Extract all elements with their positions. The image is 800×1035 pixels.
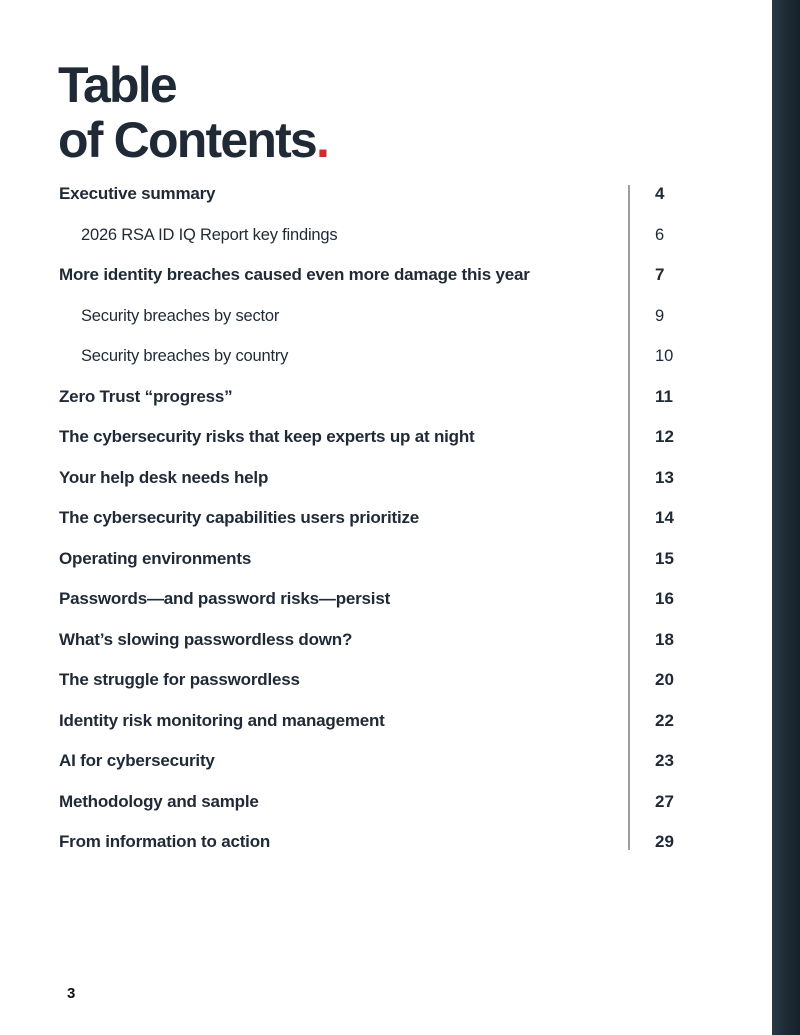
toc-entry-label: Security breaches by sector [81, 306, 280, 325]
toc-entry-label: More identity breaches caused even more damage this year [59, 265, 530, 284]
toc-entry-label: The cybersecurity capabilities users prioritize [59, 508, 420, 527]
toc-entry-label: Zero Trust “progress” [59, 386, 233, 406]
toc-entry-label: The cybersecurity risks that keep experts up at night [59, 427, 475, 446]
title-line-2: of Contents [58, 112, 316, 168]
toc-entry[interactable] [0, 659, 772, 700]
toc-list [0, 173, 772, 862]
page-title [58, 58, 328, 168]
toc-entry-page: 29 [655, 832, 674, 851]
toc-entry-page: 23 [655, 751, 674, 770]
title-accent-dot: . [315, 112, 329, 168]
toc-entry-page: 7 [655, 265, 665, 284]
toc-entry[interactable] [0, 173, 772, 214]
title-line-1: Table [58, 57, 176, 113]
toc-entry-page: 15 [655, 548, 674, 568]
toc-entry-page: 16 [655, 589, 674, 608]
footer-page-number: 3 [67, 985, 76, 1002]
toc-entry[interactable] [0, 254, 772, 295]
toc-entry-page: 12 [655, 427, 674, 446]
toc-entry-page: 13 [655, 467, 674, 487]
toc-entry-page: 18 [655, 629, 674, 649]
toc-entry-label: Passwords—and password risks—persist [59, 589, 391, 608]
toc-entry-label: Executive summary [59, 184, 216, 203]
toc-entry[interactable] [0, 740, 772, 781]
toc-entry-label: AI for cybersecurity [59, 751, 215, 770]
toc-entry-page: 10 [655, 347, 674, 365]
toc-entry-page: 6 [655, 225, 665, 244]
toc-entry[interactable] [0, 416, 772, 457]
toc-entry-page: 11 [655, 386, 673, 406]
toc-entry[interactable] [0, 700, 772, 741]
toc-entry-label: What’s slowing passwordless down? [59, 629, 353, 649]
toc-entry[interactable] [0, 376, 772, 417]
toc-entry-label: Security breaches by country [81, 347, 289, 365]
toc-entry-label: Operating environments [59, 548, 252, 568]
toc-entry-page: 9 [655, 306, 665, 325]
toc-entry[interactable] [0, 497, 772, 538]
toc-entry-page: 4 [655, 184, 665, 203]
toc-entry[interactable] [0, 335, 772, 376]
toc-entry-page: 14 [655, 508, 674, 527]
toc-entry-page: 20 [655, 670, 674, 689]
toc-entry[interactable] [0, 619, 772, 660]
toc-entry[interactable] [0, 821, 772, 862]
toc-entry-label: Identity risk monitoring and management [59, 710, 385, 730]
toc-entry-page: 22 [655, 710, 674, 730]
toc-entry-label: From information to action [59, 832, 271, 851]
toc-entry-label: The struggle for passwordless [59, 670, 300, 689]
toc-entry[interactable] [0, 457, 772, 498]
toc-entry[interactable] [0, 214, 772, 255]
side-decor-bar [772, 0, 800, 1035]
toc-entry[interactable] [0, 781, 772, 822]
toc-entry-label: Methodology and sample [59, 791, 259, 811]
toc-entry[interactable] [0, 538, 772, 579]
toc-entry[interactable] [0, 295, 772, 336]
toc-entry-label: Your help desk needs help [59, 467, 269, 487]
toc-entry[interactable] [0, 578, 772, 619]
toc-entry-label: 2026 RSA ID IQ Report key findings [81, 225, 338, 244]
toc-entry-page: 27 [655, 791, 674, 811]
